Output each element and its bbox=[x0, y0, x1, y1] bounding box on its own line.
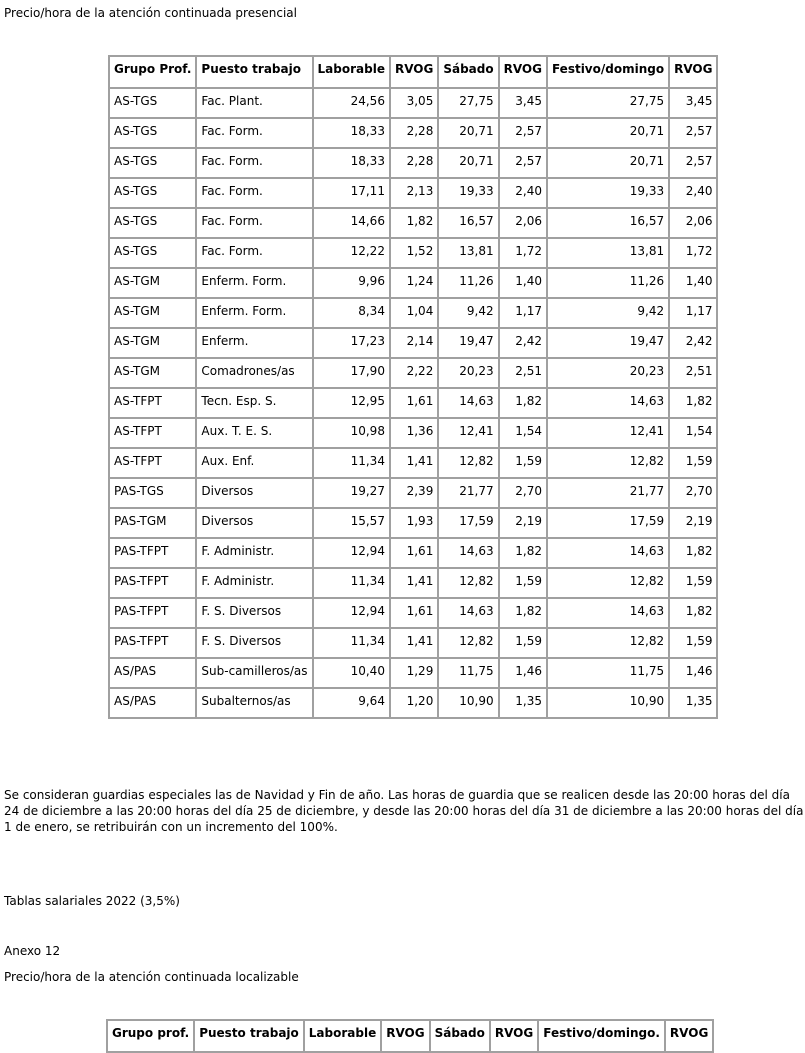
table-cell: 17,11 bbox=[313, 178, 390, 208]
table-cell: 19,33 bbox=[438, 178, 498, 208]
table-row bbox=[109, 328, 717, 358]
table-cell: PAS-TGM bbox=[109, 508, 196, 538]
table-cell: 12,94 bbox=[313, 538, 390, 568]
table-cell: 2,14 bbox=[390, 328, 438, 358]
column-header: RVOG bbox=[665, 1020, 713, 1052]
table-cell: 2,39 bbox=[390, 478, 438, 508]
table-cell: 3,45 bbox=[669, 88, 717, 118]
column-header: Puesto trabajo bbox=[196, 56, 312, 88]
table-cell: Diversos bbox=[196, 478, 312, 508]
table-cell: 17,59 bbox=[547, 508, 669, 538]
table-cell: 15,57 bbox=[313, 508, 390, 538]
table-cell: 14,63 bbox=[438, 598, 498, 628]
table-cell: 14,63 bbox=[547, 598, 669, 628]
table-cell: 20,23 bbox=[438, 358, 498, 388]
annex-label: Anexo 12 bbox=[4, 944, 61, 958]
table-cell: 11,34 bbox=[313, 568, 390, 598]
table-cell: 1,17 bbox=[669, 298, 717, 328]
table-cell: 2,19 bbox=[499, 508, 547, 538]
table-cell: 12,94 bbox=[313, 598, 390, 628]
table-cell: 2,57 bbox=[499, 118, 547, 148]
table-row bbox=[109, 268, 717, 298]
table-cell: 1,29 bbox=[390, 658, 438, 688]
table-cell: 12,82 bbox=[547, 568, 669, 598]
table-cell: AS-TFPT bbox=[109, 418, 196, 448]
table-cell: 2,19 bbox=[669, 508, 717, 538]
table-cell: 2,70 bbox=[499, 478, 547, 508]
table-cell: AS-TFPT bbox=[109, 388, 196, 418]
table-header-row bbox=[107, 1020, 713, 1052]
table-cell: 11,75 bbox=[547, 658, 669, 688]
table-cell: 1,04 bbox=[390, 298, 438, 328]
table-cell: Enferm. Form. bbox=[196, 298, 312, 328]
table-cell: 1,59 bbox=[499, 628, 547, 658]
table-header-row bbox=[109, 56, 717, 88]
table-cell: 12,95 bbox=[313, 388, 390, 418]
column-header: Sábado bbox=[430, 1020, 490, 1052]
table-row bbox=[109, 88, 717, 118]
table-cell: 12,82 bbox=[438, 628, 498, 658]
column-header: RVOG bbox=[499, 56, 547, 88]
table-cell: 10,90 bbox=[438, 688, 498, 718]
table-cell: Enferm. bbox=[196, 328, 312, 358]
table-cell: 1,41 bbox=[390, 448, 438, 478]
table-cell: 8,34 bbox=[313, 298, 390, 328]
table-cell: Fac. Form. bbox=[196, 118, 312, 148]
table-cell: 1,59 bbox=[669, 448, 717, 478]
table-row bbox=[109, 688, 717, 718]
column-header: RVOG bbox=[390, 56, 438, 88]
table-cell: 11,26 bbox=[438, 268, 498, 298]
table-cell: 14,63 bbox=[438, 538, 498, 568]
table-row bbox=[109, 148, 717, 178]
table-cell: 1,61 bbox=[390, 598, 438, 628]
table-cell: 20,71 bbox=[547, 118, 669, 148]
table-cell: F. Administr. bbox=[196, 568, 312, 598]
table-row bbox=[109, 628, 717, 658]
table-cell: 9,42 bbox=[438, 298, 498, 328]
table-row bbox=[109, 658, 717, 688]
table-cell: Aux. T. E. S. bbox=[196, 418, 312, 448]
table-cell: 13,81 bbox=[438, 238, 498, 268]
table-cell: 1,82 bbox=[499, 538, 547, 568]
table-cell: 9,64 bbox=[313, 688, 390, 718]
table-cell: 1,36 bbox=[390, 418, 438, 448]
table-cell: 1,82 bbox=[669, 388, 717, 418]
table-cell: 1,54 bbox=[669, 418, 717, 448]
table-row bbox=[109, 118, 717, 148]
table-cell: 20,23 bbox=[547, 358, 669, 388]
column-header: Festivo/domingo. bbox=[538, 1020, 665, 1052]
table-cell: 17,59 bbox=[438, 508, 498, 538]
table-cell: 1,46 bbox=[669, 658, 717, 688]
table-cell: Comadrones/as bbox=[196, 358, 312, 388]
table-cell: 12,82 bbox=[438, 568, 498, 598]
table-cell: 10,40 bbox=[313, 658, 390, 688]
section-title-presencial: Precio/hora de la atención continuada presencial bbox=[4, 6, 297, 20]
special-shifts-note: Se consideran guardias especiales las de Navidad y Fin de año. Las horas de guardia que se realicen desde las 20:00 horas del día 24 de diciembre a las 20:00 horas del día 25 de diciembre, y desde las 20:00 horas del día 31 de diciembre a las 20:00 horas del día 1 de enero, se retribuirán con un incremento del 100%. bbox=[4, 788, 804, 834]
localizable-rates-table bbox=[106, 1019, 714, 1053]
table-cell: 19,33 bbox=[547, 178, 669, 208]
table-cell: AS/PAS bbox=[109, 688, 196, 718]
table-cell: Sub-camilleros/as bbox=[196, 658, 312, 688]
table-cell: 2,42 bbox=[669, 328, 717, 358]
table-row bbox=[109, 238, 717, 268]
table-row bbox=[109, 358, 717, 388]
table-cell: 17,23 bbox=[313, 328, 390, 358]
table-cell: 1,40 bbox=[499, 268, 547, 298]
column-header: Grupo prof. bbox=[107, 1020, 194, 1052]
table-cell: F. S. Diversos bbox=[196, 598, 312, 628]
table-cell: 17,90 bbox=[313, 358, 390, 388]
table-cell: 2,28 bbox=[390, 118, 438, 148]
table-cell: 2,13 bbox=[390, 178, 438, 208]
table-cell: 1,52 bbox=[390, 238, 438, 268]
table-row bbox=[109, 388, 717, 418]
table-cell: 19,27 bbox=[313, 478, 390, 508]
table-cell: Diversos bbox=[196, 508, 312, 538]
table-cell: 1,82 bbox=[499, 598, 547, 628]
table-cell: 1,41 bbox=[390, 628, 438, 658]
table-row bbox=[109, 478, 717, 508]
table-cell: AS-TGM bbox=[109, 358, 196, 388]
table-cell: 12,22 bbox=[313, 238, 390, 268]
table-cell: Fac. Form. bbox=[196, 208, 312, 238]
column-header: RVOG bbox=[669, 56, 717, 88]
table-cell: 1,72 bbox=[499, 238, 547, 268]
column-header: Laborable bbox=[313, 56, 390, 88]
table-row bbox=[109, 568, 717, 598]
table-cell: 2,57 bbox=[669, 148, 717, 178]
table-cell: AS-TGS bbox=[109, 178, 196, 208]
table-cell: 3,05 bbox=[390, 88, 438, 118]
table-cell: 1,72 bbox=[669, 238, 717, 268]
table-row bbox=[109, 418, 717, 448]
column-header: RVOG bbox=[490, 1020, 538, 1052]
table-cell: 2,70 bbox=[669, 478, 717, 508]
table-cell: 3,45 bbox=[499, 88, 547, 118]
table-cell: 14,63 bbox=[547, 538, 669, 568]
table-cell: 27,75 bbox=[438, 88, 498, 118]
table-cell: 1,59 bbox=[499, 568, 547, 598]
column-header: Festivo/domingo bbox=[547, 56, 669, 88]
section-title-localizable: Precio/hora de la atención continuada localizable bbox=[4, 970, 299, 984]
table-cell: Aux. Enf. bbox=[196, 448, 312, 478]
table-cell: 1,20 bbox=[390, 688, 438, 718]
table-cell: PAS-TFPT bbox=[109, 598, 196, 628]
table-cell: 1,54 bbox=[499, 418, 547, 448]
table-cell: 19,47 bbox=[438, 328, 498, 358]
table-cell: Tecn. Esp. S. bbox=[196, 388, 312, 418]
table-cell: AS-TGS bbox=[109, 238, 196, 268]
table-row bbox=[109, 538, 717, 568]
table-cell: 1,59 bbox=[669, 568, 717, 598]
table-cell: 12,41 bbox=[547, 418, 669, 448]
table-cell: Fac. Form. bbox=[196, 148, 312, 178]
table-cell: Fac. Plant. bbox=[196, 88, 312, 118]
presencial-rates-table bbox=[108, 55, 718, 719]
table-cell: 1,59 bbox=[499, 448, 547, 478]
table-cell: 20,71 bbox=[438, 118, 498, 148]
table-cell: 11,26 bbox=[547, 268, 669, 298]
table-cell: 1,82 bbox=[669, 598, 717, 628]
table-cell: 2,22 bbox=[390, 358, 438, 388]
column-header: RVOG bbox=[381, 1020, 429, 1052]
column-header: Laborable bbox=[304, 1020, 381, 1052]
table-cell: PAS-TGS bbox=[109, 478, 196, 508]
table-cell: PAS-TFPT bbox=[109, 628, 196, 658]
table-cell: Fac. Form. bbox=[196, 178, 312, 208]
table-cell: PAS-TFPT bbox=[109, 568, 196, 598]
table-cell: AS/PAS bbox=[109, 658, 196, 688]
table-cell: PAS-TFPT bbox=[109, 538, 196, 568]
table-cell: 20,71 bbox=[438, 148, 498, 178]
table-cell: 9,96 bbox=[313, 268, 390, 298]
table-cell: 21,77 bbox=[547, 478, 669, 508]
table-cell: AS-TGS bbox=[109, 208, 196, 238]
table-cell: 1,82 bbox=[390, 208, 438, 238]
table-cell: 2,40 bbox=[499, 178, 547, 208]
table-cell: 18,33 bbox=[313, 148, 390, 178]
table-cell: 11,34 bbox=[313, 628, 390, 658]
table-cell: 24,56 bbox=[313, 88, 390, 118]
table-cell: 1,61 bbox=[390, 538, 438, 568]
table-cell: AS-TFPT bbox=[109, 448, 196, 478]
table-cell: 2,06 bbox=[669, 208, 717, 238]
table-cell: 11,75 bbox=[438, 658, 498, 688]
table-cell: Subalternos/as bbox=[196, 688, 312, 718]
table-row bbox=[109, 448, 717, 478]
table-cell: 19,47 bbox=[547, 328, 669, 358]
table-cell: 9,42 bbox=[547, 298, 669, 328]
table-cell: 1,24 bbox=[390, 268, 438, 298]
table-cell: 16,57 bbox=[547, 208, 669, 238]
column-header: Puesto trabajo bbox=[194, 1020, 304, 1052]
table-cell: 18,33 bbox=[313, 118, 390, 148]
table-cell: 1,35 bbox=[499, 688, 547, 718]
salary-tables-heading: Tablas salariales 2022 (3,5%) bbox=[4, 894, 180, 908]
table-cell: 1,82 bbox=[669, 538, 717, 568]
table-row bbox=[109, 508, 717, 538]
column-header: Grupo Prof. bbox=[109, 56, 196, 88]
table-cell: 14,66 bbox=[313, 208, 390, 238]
table-cell: 2,06 bbox=[499, 208, 547, 238]
table-cell: AS-TGS bbox=[109, 148, 196, 178]
table-cell: 12,82 bbox=[438, 448, 498, 478]
table-cell: 1,59 bbox=[669, 628, 717, 658]
table-cell: 1,82 bbox=[499, 388, 547, 418]
table-cell: 11,34 bbox=[313, 448, 390, 478]
table-cell: 1,41 bbox=[390, 568, 438, 598]
table-cell: F. Administr. bbox=[196, 538, 312, 568]
table-cell: Enferm. Form. bbox=[196, 268, 312, 298]
table-cell: 1,40 bbox=[669, 268, 717, 298]
table-cell: AS-TGS bbox=[109, 118, 196, 148]
table-cell: 12,82 bbox=[547, 448, 669, 478]
table-cell: 14,63 bbox=[438, 388, 498, 418]
table-cell: 2,57 bbox=[499, 148, 547, 178]
table-cell: 1,46 bbox=[499, 658, 547, 688]
table-cell: 12,41 bbox=[438, 418, 498, 448]
table-cell: 2,51 bbox=[499, 358, 547, 388]
table-cell: 2,42 bbox=[499, 328, 547, 358]
table-cell: 1,35 bbox=[669, 688, 717, 718]
table-cell: F. S. Diversos bbox=[196, 628, 312, 658]
table-cell: 2,40 bbox=[669, 178, 717, 208]
table-cell: 21,77 bbox=[438, 478, 498, 508]
table-cell: 27,75 bbox=[547, 88, 669, 118]
table-row bbox=[109, 598, 717, 628]
table-cell: AS-TGM bbox=[109, 298, 196, 328]
table-cell: 1,93 bbox=[390, 508, 438, 538]
table-cell: AS-TGM bbox=[109, 328, 196, 358]
table-cell: 10,98 bbox=[313, 418, 390, 448]
table-cell: 13,81 bbox=[547, 238, 669, 268]
table-cell: 2,57 bbox=[669, 118, 717, 148]
table-cell: 2,51 bbox=[669, 358, 717, 388]
table-cell: Fac. Form. bbox=[196, 238, 312, 268]
table-row bbox=[109, 178, 717, 208]
table-cell: 10,90 bbox=[547, 688, 669, 718]
column-header: Sábado bbox=[438, 56, 498, 88]
table-row bbox=[109, 298, 717, 328]
table-cell: 1,61 bbox=[390, 388, 438, 418]
table-cell: AS-TGM bbox=[109, 268, 196, 298]
table-cell: 12,82 bbox=[547, 628, 669, 658]
table-cell: 14,63 bbox=[547, 388, 669, 418]
table-cell: AS-TGS bbox=[109, 88, 196, 118]
table-cell: 2,28 bbox=[390, 148, 438, 178]
table-row bbox=[109, 208, 717, 238]
table-cell: 20,71 bbox=[547, 148, 669, 178]
table-cell: 1,17 bbox=[499, 298, 547, 328]
table-cell: 16,57 bbox=[438, 208, 498, 238]
